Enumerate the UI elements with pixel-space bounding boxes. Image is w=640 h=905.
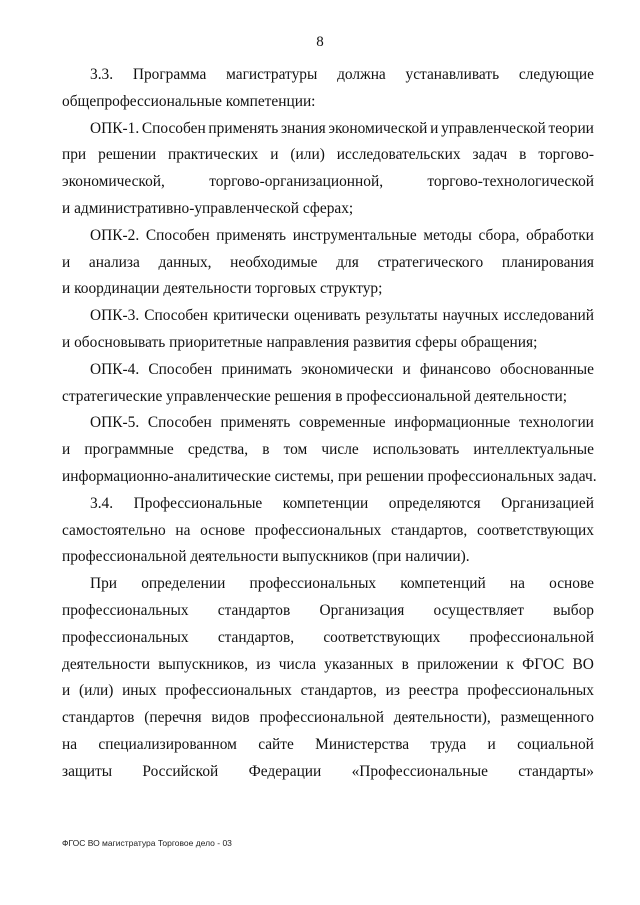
text-line — [62, 544, 594, 571]
text-line — [62, 384, 594, 411]
text-segment: на — [509, 575, 525, 593]
text-segment: при — [62, 146, 87, 164]
text-segment: на — [175, 521, 191, 539]
text-segment: Программа — [132, 66, 207, 83]
text-segment: информационные — [394, 414, 511, 432]
text-segment: профессиональных — [467, 682, 594, 700]
text-segment: стратегические управленческие решения в профессиональной деятельности; — [62, 387, 568, 405]
text-line — [62, 250, 594, 277]
text-segment: общепрофессиональные компетенции: — [62, 92, 316, 110]
text-segment: экономической — [328, 119, 428, 137]
text-segment: критически — [213, 307, 289, 325]
text-line — [62, 625, 594, 652]
text-segment: в — [519, 146, 527, 164]
text-segment: к — [506, 655, 514, 673]
text-segment: Российской — [142, 762, 219, 780]
text-segment: профессиональных — [62, 601, 189, 619]
text-segment: магистратуры — [226, 66, 318, 83]
text-segment: защиты — [62, 762, 113, 780]
page-number: 8 — [316, 34, 324, 50]
text-segment: профессиональной деятельности выпускников (при наличии). — [62, 548, 470, 566]
text-segment: Профессиональные — [133, 494, 263, 512]
text-segment: соответствующих — [476, 521, 594, 539]
text-line — [62, 223, 594, 250]
text-segment: (или) — [290, 146, 325, 164]
text-segment: задач — [472, 146, 508, 164]
text-segment: технологии — [518, 414, 594, 432]
text-line — [62, 89, 594, 116]
text-segment: из — [385, 682, 400, 700]
text-line — [62, 464, 597, 491]
text-segment: сбора, — [478, 226, 520, 244]
text-segment: Организацией — [501, 494, 594, 512]
text-line — [62, 116, 594, 143]
text-segment: применять — [220, 414, 291, 432]
text-line — [62, 276, 594, 303]
text-segment: и — [62, 253, 71, 271]
text-segment: информационно-аналитические системы, при решении профессиональных задач. — [62, 467, 597, 485]
text-segment: профессиональной — [469, 628, 594, 646]
text-segment: профессиональных — [254, 521, 382, 539]
text-segment: 3.4. — [90, 494, 114, 512]
text-segment: ОПК-5. — [90, 414, 140, 432]
text-segment: торгово-организационной, — [209, 173, 384, 191]
text-segment: данных, — [158, 253, 212, 271]
text-segment: в — [401, 655, 409, 673]
text-segment: и обосновывать приоритетные направления развития сферы обращения; — [62, 333, 538, 351]
text-segment: на — [62, 735, 78, 753]
text-segment: Организация — [319, 601, 405, 619]
text-segment: деятельности — [62, 655, 151, 673]
text-segment: теории — [548, 119, 594, 137]
text-segment: интеллектуальные — [473, 441, 594, 459]
text-segment: указанных — [324, 655, 394, 673]
text-segment: знания — [280, 119, 326, 137]
text-line — [62, 652, 594, 679]
text-segment: социальной — [517, 735, 594, 753]
text-segment: и — [270, 146, 279, 164]
text-segment: современные — [299, 414, 386, 432]
text-segment: реестра — [408, 682, 459, 700]
text-segment: и — [402, 360, 411, 378]
text-line — [62, 437, 594, 464]
text-segment: должна — [337, 66, 386, 83]
text-line — [62, 196, 594, 223]
text-segment: и — [62, 441, 71, 459]
text-segment: При — [90, 575, 118, 593]
text-segment: профессиональных — [62, 628, 189, 646]
text-segment: видов — [211, 709, 250, 727]
text-segment: ОПК-4. — [90, 360, 140, 378]
text-line — [62, 62, 594, 89]
text-segment: программные — [84, 441, 174, 459]
text-segment: применять — [208, 119, 279, 137]
text-segment: средства, — [187, 441, 249, 459]
text-segment: методы — [423, 226, 472, 244]
text-segment: числа — [278, 655, 317, 673]
text-segment: компетенции — [282, 494, 369, 512]
text-line — [62, 678, 594, 705]
text-segment: торгово-технологической — [427, 173, 594, 191]
text-segment: принимать — [221, 360, 292, 378]
text-segment: результаты — [365, 307, 438, 325]
text-segment: определении — [141, 575, 226, 593]
text-segment: ОПК-3. — [90, 307, 140, 325]
text-segment: Способен — [141, 119, 206, 137]
text-segment: основе — [549, 575, 594, 593]
text-segment: и — [430, 119, 439, 137]
text-segment: определяются — [388, 494, 481, 512]
text-line — [62, 598, 594, 625]
text-segment: основе — [200, 521, 246, 539]
text-segment: стандартов, — [390, 521, 468, 539]
document-footer: ФГОС ВО магистратура Торговое дело - 03 — [62, 838, 232, 848]
text-segment: размещенного — [500, 709, 594, 727]
text-segment: использовать — [372, 441, 460, 459]
text-segment: следующие — [518, 66, 594, 83]
text-segment: профессиональной — [259, 709, 384, 727]
text-segment: ОПК-1. — [90, 119, 140, 137]
text-segment: приложении — [417, 655, 499, 673]
text-segment: ВО — [572, 655, 594, 673]
text-segment: ФГОС — [522, 655, 565, 673]
text-segment: финансово — [419, 360, 491, 378]
text-segment: для — [336, 253, 359, 271]
text-line — [62, 330, 594, 357]
text-segment: стандартов — [217, 601, 291, 619]
text-line — [62, 169, 594, 196]
text-line — [62, 142, 594, 169]
text-segment: экономической, — [62, 173, 165, 191]
text-segment: осуществляет — [433, 601, 524, 619]
text-segment: практических — [168, 146, 259, 164]
text-segment: торгово- — [538, 146, 594, 164]
text-segment: стандартов, — [217, 628, 295, 646]
text-segment: числе — [321, 441, 359, 459]
text-segment: и — [62, 682, 71, 700]
text-segment: том — [283, 441, 308, 459]
text-segment: и — [487, 735, 496, 753]
text-segment: 3.3. — [90, 66, 114, 83]
text-segment: обработки — [526, 226, 594, 244]
text-segment: специализированном — [98, 735, 237, 753]
text-segment: иных — [122, 682, 157, 700]
text-segment: решении — [98, 146, 157, 164]
text-segment: стандарты» — [518, 762, 594, 780]
text-line — [62, 491, 594, 518]
text-segment: Способен — [148, 360, 213, 378]
text-segment: стратегического — [377, 253, 484, 271]
text-segment: применять — [216, 226, 287, 244]
text-segment: в — [262, 441, 270, 459]
text-segment: обоснованные — [500, 360, 594, 378]
text-line — [62, 759, 594, 786]
text-line — [62, 732, 594, 759]
text-segment: экономически — [301, 360, 394, 378]
text-segment: управленческой — [441, 119, 546, 137]
text-line — [62, 571, 594, 598]
text-segment: исследовательских — [336, 146, 461, 164]
text-segment: Способен — [145, 226, 210, 244]
text-segment: Министерства — [315, 735, 410, 753]
text-segment: (или) — [78, 682, 114, 700]
text-segment: «Профессиональные — [351, 762, 488, 780]
text-segment: выбор — [553, 601, 594, 619]
document-body — [62, 62, 597, 786]
text-segment: (перечня — [144, 709, 202, 727]
text-segment: сайте — [258, 735, 294, 753]
text-segment: научных — [442, 307, 499, 325]
text-segment: труда — [430, 735, 467, 753]
text-segment: профессиональных — [249, 575, 377, 593]
text-line — [62, 357, 594, 384]
text-segment: Федерации — [248, 762, 322, 780]
text-segment: и координации деятельности торговых структур; — [62, 280, 383, 298]
text-segment: оценивать — [294, 307, 361, 325]
text-segment: Способен — [147, 414, 212, 432]
text-segment: исследований — [503, 307, 594, 325]
text-segment: из — [256, 655, 271, 673]
text-segment: стандартов — [62, 709, 135, 727]
text-segment: Способен — [144, 307, 209, 325]
text-segment: инструментальные — [292, 226, 417, 244]
text-line — [62, 705, 594, 732]
text-line — [62, 303, 594, 330]
text-segment: деятельности), — [393, 709, 491, 727]
text-segment: анализа — [88, 253, 140, 271]
text-line — [62, 410, 594, 437]
text-segment: и административно-управленческой сферах; — [62, 199, 354, 217]
text-line — [62, 518, 594, 545]
text-segment: ОПК-2. — [90, 226, 140, 244]
text-segment: соответствующих — [323, 628, 441, 646]
text-segment: компетенций — [400, 575, 486, 593]
text-segment: профессиональных — [165, 682, 292, 700]
text-segment: устанавливать — [405, 66, 500, 83]
text-segment: планирования — [501, 253, 594, 271]
text-segment: самостоятельно — [62, 521, 166, 539]
text-segment: необходимые — [230, 253, 318, 271]
text-segment: выпускников, — [158, 655, 249, 673]
text-segment: стандартов, — [300, 682, 377, 700]
